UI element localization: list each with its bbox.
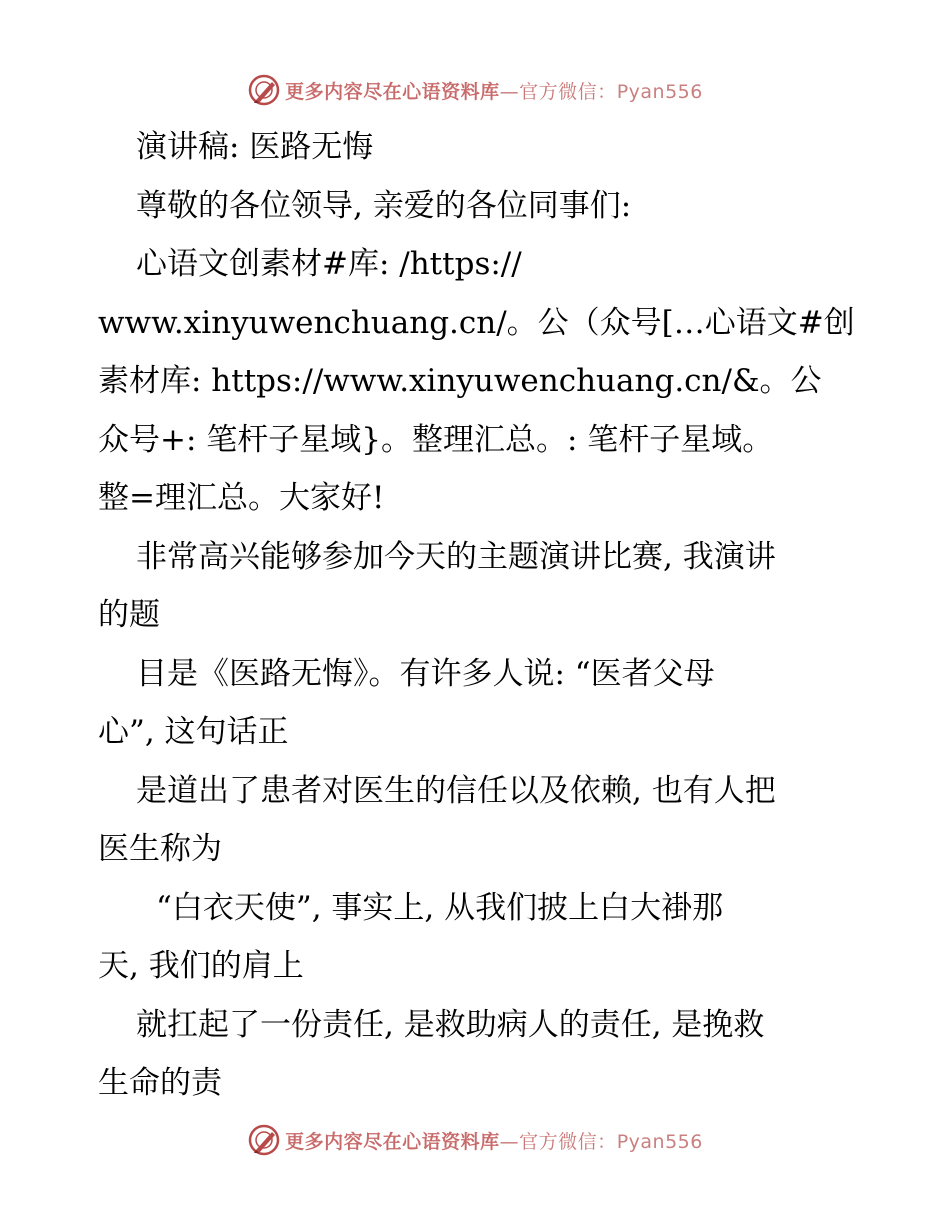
- doc-line: 是道出了患者对医生的信任以及依赖, 也有人把: [136, 772, 776, 809]
- pen-logo-icon: [247, 73, 281, 107]
- doc-line: 就扛起了一份责任, 是救助病人的责任, 是挽救: [136, 1006, 765, 1043]
- doc-line: 众号+: 笔杆子星域}。整理汇总。: 笔杆子星域。: [98, 421, 774, 458]
- watermark-dash: —: [499, 80, 520, 103]
- header-watermark: [0, 70, 950, 110]
- doc-line: 尊敬的各位领导, 亲爱的各位同事们:: [136, 187, 632, 224]
- doc-line: 素材库: https://www.xinyuwenchuang.cn/&。公: [98, 363, 822, 399]
- watermark-brand: 更多内容尽在心语资料库: [285, 1130, 500, 1153]
- watermark-brand: 更多内容尽在心语资料库: [285, 80, 500, 103]
- doc-line: 医生称为: [98, 831, 222, 867]
- watermark-label: 官方微信：: [519, 1130, 617, 1153]
- watermark-label: 官方微信：: [519, 80, 617, 103]
- watermark-dash: —: [499, 1130, 520, 1153]
- watermark-id: Pyan556: [616, 80, 703, 103]
- doc-title: 演讲稿: 医路无悔: [136, 129, 374, 165]
- doc-line: 生命的责: [98, 1065, 222, 1101]
- doc-line: 心语文创素材#库: /https://: [136, 246, 522, 282]
- doc-line: 非常高兴能够参加今天的主题演讲比赛, 我演讲: [136, 538, 776, 575]
- doc-line: “白衣天使”, 事实上, 从我们披上白大褂那: [156, 889, 724, 926]
- doc-line: 目是《医路无悔》。有许多人说: “医者父母: [136, 655, 715, 692]
- doc-line: 天, 我们的肩上: [98, 948, 304, 984]
- doc-line: www.xinyuwenchuang.cn/。公（众号[…心语文#创: [98, 304, 855, 341]
- document-body: [98, 118, 858, 1113]
- doc-line: 心”, 这句话正: [98, 714, 289, 750]
- watermark-id: Pyan556: [616, 1130, 703, 1153]
- watermark-text: [285, 77, 703, 104]
- watermark-text: [285, 1127, 703, 1154]
- doc-line: 整=理汇总。大家好!: [98, 480, 385, 516]
- footer-watermark: [0, 1120, 950, 1160]
- pen-logo-icon: [247, 1123, 281, 1157]
- doc-line: 的题: [98, 597, 160, 633]
